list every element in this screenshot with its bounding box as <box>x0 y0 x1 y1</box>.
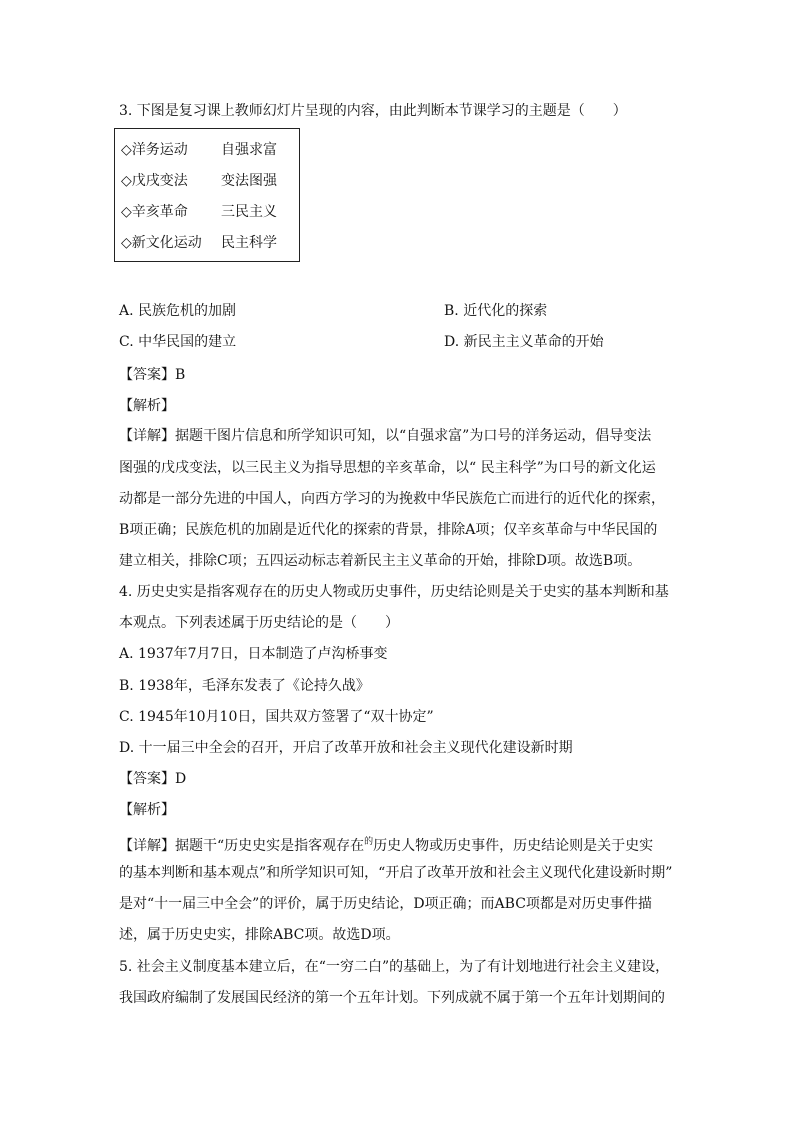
q4-detail-part: 【详解】据题干“历史史实是指客观存在 <box>119 838 365 854</box>
slide-slogan: 民主科学 <box>221 235 277 251</box>
q4-option-b: B. 1938年，毛泽东发表了《论持久战》 <box>119 678 370 694</box>
slide-event: ◇戊戌变法 <box>121 173 188 189</box>
q5-stem-line: 5. 社会主义制度基本建立后，在“一穷二白”的基础上，为了有计划地进行社会主义建设， <box>119 959 670 975</box>
q3-answer: 【答案】B <box>119 367 186 383</box>
q3-option-d: D. 新民主主义革命的开始 <box>444 334 604 350</box>
q3-option-a: A. 民族危机的加剧 <box>119 303 237 319</box>
q3-detail-line: 【详解】据题干图片信息和所学知识可知，以“自强求富”为口号的洋务运动，倡导变法 <box>119 428 652 444</box>
q5-stem-line: 我国政府编制了发展国民经济的第一个五年计划。下列成就不属于第一个五年计划期间的 <box>119 990 665 1006</box>
slide-event: ◇辛亥革命 <box>121 204 188 220</box>
slide-row <box>121 172 277 190</box>
q4-stem-line: 4. 历史史实是指客观存在的历史人物或历史事件，历史结论则是关于史实的基本判断和基 <box>119 584 669 600</box>
slide-table <box>114 128 300 262</box>
q4-option-a: A. 1937年7月7日，日本制造了卢沟桥事变 <box>119 646 388 662</box>
slide-row <box>121 203 277 221</box>
q3-detail-line: 建立相关，排除C项；五四运动标志着新民主主义革命的开始，排除D项。故选B项。 <box>119 553 642 569</box>
q4-detail-superscript: 的 <box>364 837 374 847</box>
q4-analysis-label: 【解析】 <box>119 802 175 818</box>
q4-option-d: D. 十一届三中全会的召开，开启了改革开放和社会主义现代化建设新时期 <box>119 740 573 756</box>
q3-analysis-label: 【解析】 <box>119 398 175 414</box>
q3-detail-line: 图强的戊戌变法，以三民主义为指导思想的辛亥革命，以“ 民主科学”为口号的新文化运 <box>119 460 656 476</box>
q3-detail-line: B项正确；民族危机的加剧是近代化的探索的背景，排除A项；仅辛亥革命与中华民国的 <box>119 522 658 538</box>
q4-detail-line <box>119 833 653 855</box>
slide-event: ◇新文化运动 <box>121 235 202 251</box>
slide-row <box>121 141 277 159</box>
slide-slogan: 变法图强 <box>221 173 277 189</box>
slide-row <box>121 234 277 252</box>
q3-detail-line: 动都是一部分先进的中国人，向西方学习的为挽救中华民族危亡而进行的近代化的探索， <box>119 491 665 507</box>
q4-detail-line: 是对“十一届三中全会”的评价，属于历史结论，D项正确；而ABC项都是对历史事件描 <box>119 896 652 912</box>
slide-slogan: 自强求富 <box>221 142 277 158</box>
q4-option-c: C. 1945年10月10日，国共双方签署了“双十协定” <box>119 709 434 725</box>
q3-option-b: B. 近代化的探索 <box>444 303 548 319</box>
q4-detail-line: 述，属于历史史实，排除ABC项。故选D项。 <box>119 927 400 943</box>
q3-stem: 3. 下图是复习课上教师幻灯片呈现的内容，由此判断本节课学习的主题是（ ） <box>119 103 627 119</box>
q4-detail-part: 历史人物或历史事件，历史结论则是关于史实 <box>373 838 654 854</box>
slide-event: ◇洋务运动 <box>121 142 188 158</box>
q3-option-c: C. 中华民国的建立 <box>119 334 237 350</box>
slide-slogan: 三民主义 <box>221 204 277 220</box>
q4-detail-line: 的基本判断和基本观点”和所学知识可知，“开启了改革开放和社会主义现代化建设新时期” <box>119 865 673 881</box>
q4-answer: 【答案】D <box>119 771 187 787</box>
q4-stem-line: 本观点。下列表述属于历史结论的是（ ） <box>119 615 399 631</box>
